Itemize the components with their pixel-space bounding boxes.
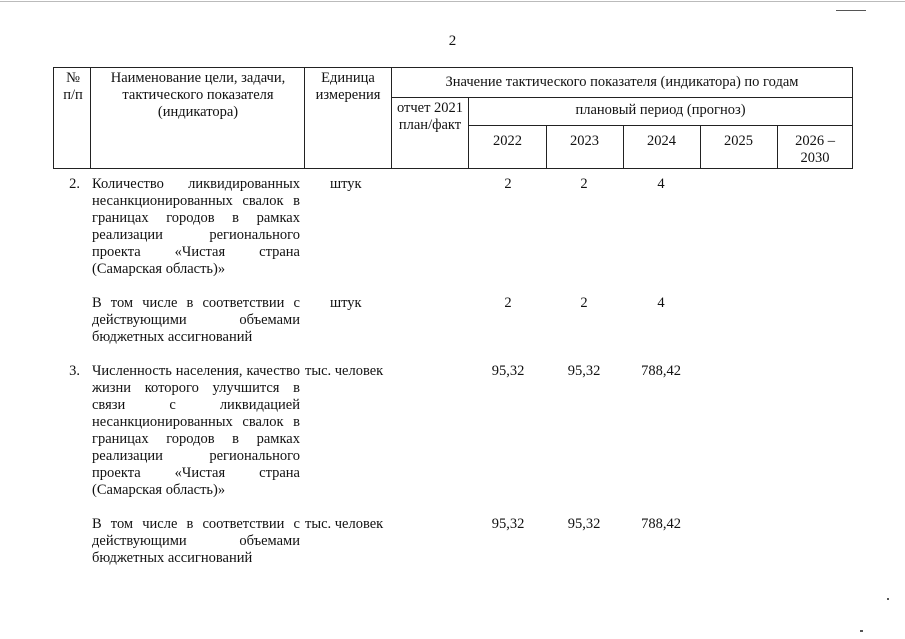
header-year-2025: 2025 [724,133,753,149]
header-values-by-year: Значение тактического показателя (индикатора) по годам [445,74,799,90]
table-header [53,67,853,169]
scan-speck [887,598,889,600]
header-year-2026-2030: 2026 – 2030 [795,133,835,166]
row-unit: штук [330,176,362,192]
row-value-2023: 95,32 [567,363,601,379]
header-year-2023: 2023 [570,133,599,149]
scan-speck [860,630,863,632]
page-number: 2 [448,33,457,49]
row-value-2022: 2 [504,176,512,192]
header-unit: Единица измерения [315,70,381,103]
row-value-2024: 4 [657,295,665,311]
row-value-2024: 788,42 [641,516,681,532]
row-unit: штук [330,295,362,311]
row-unit: тыс. человек [305,516,384,532]
scan-edge-line [0,1,905,2]
row-value-2022: 95,32 [491,363,525,379]
header-num: № п/п [63,70,83,103]
row-value-2023: 2 [580,295,588,311]
row-name: Количество ликвидированных несанкционированных свалок в границах городов в рамках реализации регионального проекта «Чистая страна (Самарская область)» [92,176,300,277]
row-num: 3. [69,363,80,379]
row-value-2024: 4 [657,176,665,192]
row-value-2024: 788,42 [641,363,681,379]
header-year-2022: 2022 [493,133,522,149]
row-value-2023: 95,32 [567,516,601,532]
row-name: В том числе в соответствии с действующими объемами бюджетных ассигнований [92,516,300,566]
row-value-2023: 2 [580,176,588,192]
row-name: Численность населения, качество жизни которого улучшится в связи с ликвидацией несанкционированных свалок в границах городов в рамках реализации регионального проекта «Чистая страна (Самарская область)» [92,363,300,498]
scan-speck [836,10,866,11]
header-report: отчет 2021 план/факт [396,100,464,133]
row-value-2022: 95,32 [491,516,525,532]
row-num: 2. [69,176,80,192]
row-name: В том числе в соответствии с действующими объемами бюджетных ассигнований [92,295,300,345]
row-unit: тыс. человек [305,363,384,379]
row-value-2022: 2 [504,295,512,311]
header-plan-period: плановый период (прогноз) [575,102,746,118]
header-name: Наименование цели, задачи, тактического показателя (индикатора) [110,70,286,120]
header-year-2024: 2024 [647,133,676,149]
